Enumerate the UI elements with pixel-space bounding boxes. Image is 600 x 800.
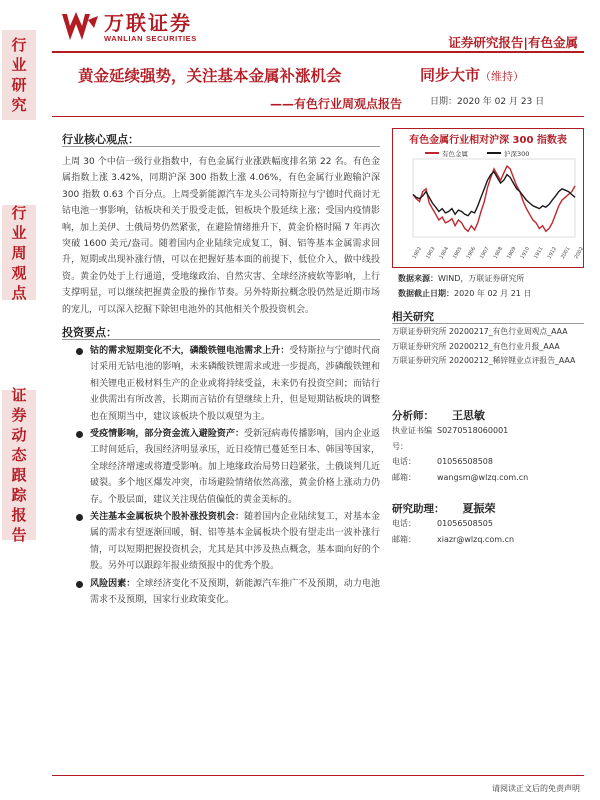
x-tick-label: 1908 <box>492 245 505 260</box>
row-value: S0270518060001 <box>437 426 509 435</box>
row-key: 邮箱： <box>392 472 416 482</box>
bullet-dot-icon <box>76 431 83 438</box>
analyst-role: 分析师： <box>392 410 434 422</box>
footer-disclaimer[interactable]: 请阅读正文后的免责声明 <box>492 784 580 793</box>
side-char: 跟 <box>11 466 27 484</box>
chart-source <box>398 273 524 284</box>
point-body: 受新冠病毒传播影响，国内企业返工时间延后，我国经济明显承压，近日疫情已蔓延至日本、韩国等国家，全球经济增速或将遭受影响。加上地缘政治局势日趋紧张，土俄谈判几近破裂。多个地区爆发冲突，市场避险情绪依然高涨，黄金价格上涨动力仍存。个股层面，建议关注现估值偏低的黄金美标的。 <box>90 429 380 505</box>
legend-label: 沪深300 <box>504 150 530 158</box>
legend-label: 有色金属 <box>442 150 468 158</box>
analyst-email[interactable]: wangsm@wlzq.com.cn <box>437 472 529 482</box>
series-line <box>413 166 575 231</box>
side-char: 券 <box>11 406 27 424</box>
row-value: 01056508508 <box>437 457 493 466</box>
side-char: 究 <box>11 96 27 114</box>
related-rule <box>392 323 584 324</box>
analyst-name: 王思敏 <box>452 409 485 422</box>
points-heading-rule <box>62 339 380 340</box>
cutoff-label: 数据截止日期： <box>398 289 454 298</box>
analyst-row <box>392 423 584 454</box>
x-tick-label: 1912 <box>546 245 559 260</box>
assistant-row <box>392 532 584 548</box>
company-logo <box>60 10 197 44</box>
assistant-row <box>392 516 584 532</box>
x-tick-label: 1902 <box>411 245 424 260</box>
rating <box>420 64 524 85</box>
point-lead: 受疫情影响，部分资金流入避险资产： <box>90 429 245 440</box>
source-value: WIND，万联证券研究所 <box>438 274 525 283</box>
side-char: 动 <box>11 426 27 444</box>
x-tick-label: 1910 <box>519 245 532 260</box>
x-tick-label: 1907 <box>479 245 491 260</box>
analyst-row <box>392 470 584 486</box>
point-body: 受特斯拉与宁德时代商讨采用无钴电池的影响，未来磷酸铁锂需求或进一步提高，涉磷酸铁锂和相关锂电正极材料生产的企业或将持续受益，未来仍有投资空间；而钴行业供需出有所改善，长期而言钴价有望继续上升，但是短期钴板块的调整也在预期当中，建议该板块个股以观望为主。 <box>90 346 380 422</box>
side-char: 点 <box>11 283 27 302</box>
analyst-row <box>392 454 584 470</box>
row-value: 01056508505 <box>437 519 493 528</box>
side-char: 行 <box>11 36 27 54</box>
rating-note: （维持） <box>480 70 525 83</box>
assistant-name: 夏振荣 <box>462 502 496 515</box>
assistant-role: 研究助理： <box>392 503 445 515</box>
side-band-2 <box>2 205 36 300</box>
logo-mark-icon <box>60 10 100 44</box>
chart-cutoff <box>398 288 531 299</box>
point-lead: 钴的需求短期变化不大，磷酸铁锂电池需求上升： <box>90 346 290 356</box>
side-char: 证 <box>11 386 27 404</box>
bullet-dot-icon <box>76 514 83 521</box>
side-char: 告 <box>11 526 27 544</box>
side-char: 行 <box>11 203 27 222</box>
date-label: 日期： <box>430 97 458 107</box>
report-type: 证券研究报告|有色金属 <box>448 35 578 50</box>
points-list <box>62 343 380 610</box>
assistant-block <box>392 497 584 547</box>
side-char: 踪 <box>11 486 27 504</box>
date-value: 2020 年 02 月 23 日 <box>457 97 545 107</box>
chart-title: 有色金属行业相对沪深 300 指数表 <box>409 135 567 146</box>
side-char: 业 <box>11 223 27 242</box>
row-key: 邮箱： <box>392 534 416 544</box>
x-tick-label: 1904 <box>438 245 451 260</box>
rating-label: 同步大市 <box>420 66 481 84</box>
assistant-email[interactable]: xiazr@wlzq.com.cn <box>437 534 515 544</box>
header-divider <box>52 51 584 53</box>
point-item <box>62 509 380 575</box>
points-heading: 投资要点： <box>62 326 117 339</box>
row-key: 电话： <box>392 519 416 528</box>
footer-divider <box>52 775 584 776</box>
report-date <box>430 94 544 107</box>
left-sidebar <box>0 0 42 800</box>
bullet-dot-icon <box>76 581 83 588</box>
point-item <box>62 576 380 609</box>
x-tick-label: 2001 <box>560 245 572 260</box>
point-body: 全球经济变化不及预期，新能源汽车推广不及预期，动力电池需求不及预期，国家行业政策变化。 <box>90 578 380 606</box>
core-heading: 行业核心观点： <box>62 133 139 146</box>
bullet-dot-icon <box>76 348 83 355</box>
x-tick-label: 1905 <box>452 245 464 260</box>
relative-index-chart <box>392 128 584 268</box>
side-char: 报 <box>11 506 27 524</box>
side-char: 态 <box>11 446 27 464</box>
logo-en-text: WANLIAN SECURITIES <box>104 33 197 43</box>
side-char: 周 <box>11 243 27 262</box>
report-subtitle: ——有色行业周观点报告 <box>270 97 403 111</box>
x-tick-label: 1911 <box>533 245 545 260</box>
row-key: 电话： <box>392 457 416 466</box>
x-tick-label: 1909 <box>506 245 518 260</box>
point-body: 随着国内企业陆续复工，对基本金属的需求有望逐渐回暖，铜、铝等基本金属板块个股有望走出一波补涨行情，可以短期把握投资机会，尤其是其中涉及热点概念，基本面向好的个股。另外可以跟踪年报业绩预报中的优秀个股。 <box>90 512 380 572</box>
page-header <box>0 0 600 52</box>
related-list <box>392 326 584 370</box>
x-tick-label: 1906 <box>465 245 478 260</box>
row-key: 执业证书编号： <box>392 426 432 451</box>
related-heading: 相关研究 <box>392 311 434 323</box>
point-lead: 关注基本金属板块个股补涨投资机会： <box>90 512 245 523</box>
title-divider <box>52 116 584 117</box>
related-item[interactable]: 万联证券研究所 20200217_有色行业周观点_AAA <box>392 327 568 336</box>
side-char: 业 <box>11 56 27 74</box>
x-tick-label: 2002 <box>573 245 586 260</box>
related-item[interactable]: 万联证券研究所 20200212_有色行业月报_AAA <box>392 341 560 351</box>
core-heading-rule <box>62 146 380 147</box>
cutoff-value: 2020 年 02 月 21 日 <box>454 289 532 298</box>
logo-cn-text: 万联证券 <box>104 10 192 35</box>
point-item <box>62 343 380 425</box>
series-line <box>413 172 575 216</box>
report-title: 黄金延续强势，关注基本金属补涨机会 <box>78 67 342 85</box>
analyst-block <box>392 404 584 485</box>
side-char: 研 <box>11 76 27 94</box>
x-tick-label: 1903 <box>425 245 437 260</box>
chart-canvas <box>393 129 586 267</box>
source-label: 数据来源： <box>398 274 438 283</box>
point-item <box>62 426 380 508</box>
side-char: 观 <box>11 263 27 282</box>
side-band-3 <box>2 386 36 544</box>
core-paragraph: 上周 30 个中信一级行业指数中，有色金属行业涨跌幅度排名第 22 名。有色金属指数上涨 3.42%，同期沪深 300 指数上涨 4.06%，有色金属行业跑输沪深 300 指数 0.63 个百分点。上周受新能源汽车龙头公司特斯拉与宁德时代商讨无钴电池一事影响，钴板块和关于股受走低，钽板块个股延续上涨；受国内疫情影响，加上美伊、土俄局势仍然紧张，在避险情绪推升下，黄金价格时隔 7 年再次突破 1600 美元/盎司。随着国内企业陆续完成复工，铜、铝等基本金属需求回升，短期或出现补涨行情，可以在把握好基本面的前提下，低位介入，做中线投资。黄金仍处于上行通道，受地缘政治、自然灾害、全球经济疲软等影响，上行支撑明显，可以继续把握黄金股的操作节奏。另外特斯拉概念股仍然是近期市场的宠儿，可以深入挖掘下除钽电池外的其他相关个股投资机会。 <box>62 157 380 315</box>
point-lead: 风险因素： <box>90 578 136 589</box>
related-item[interactable]: 万联证券研究所 20200212_稀锌锂业点评报告_AAA <box>392 356 576 366</box>
